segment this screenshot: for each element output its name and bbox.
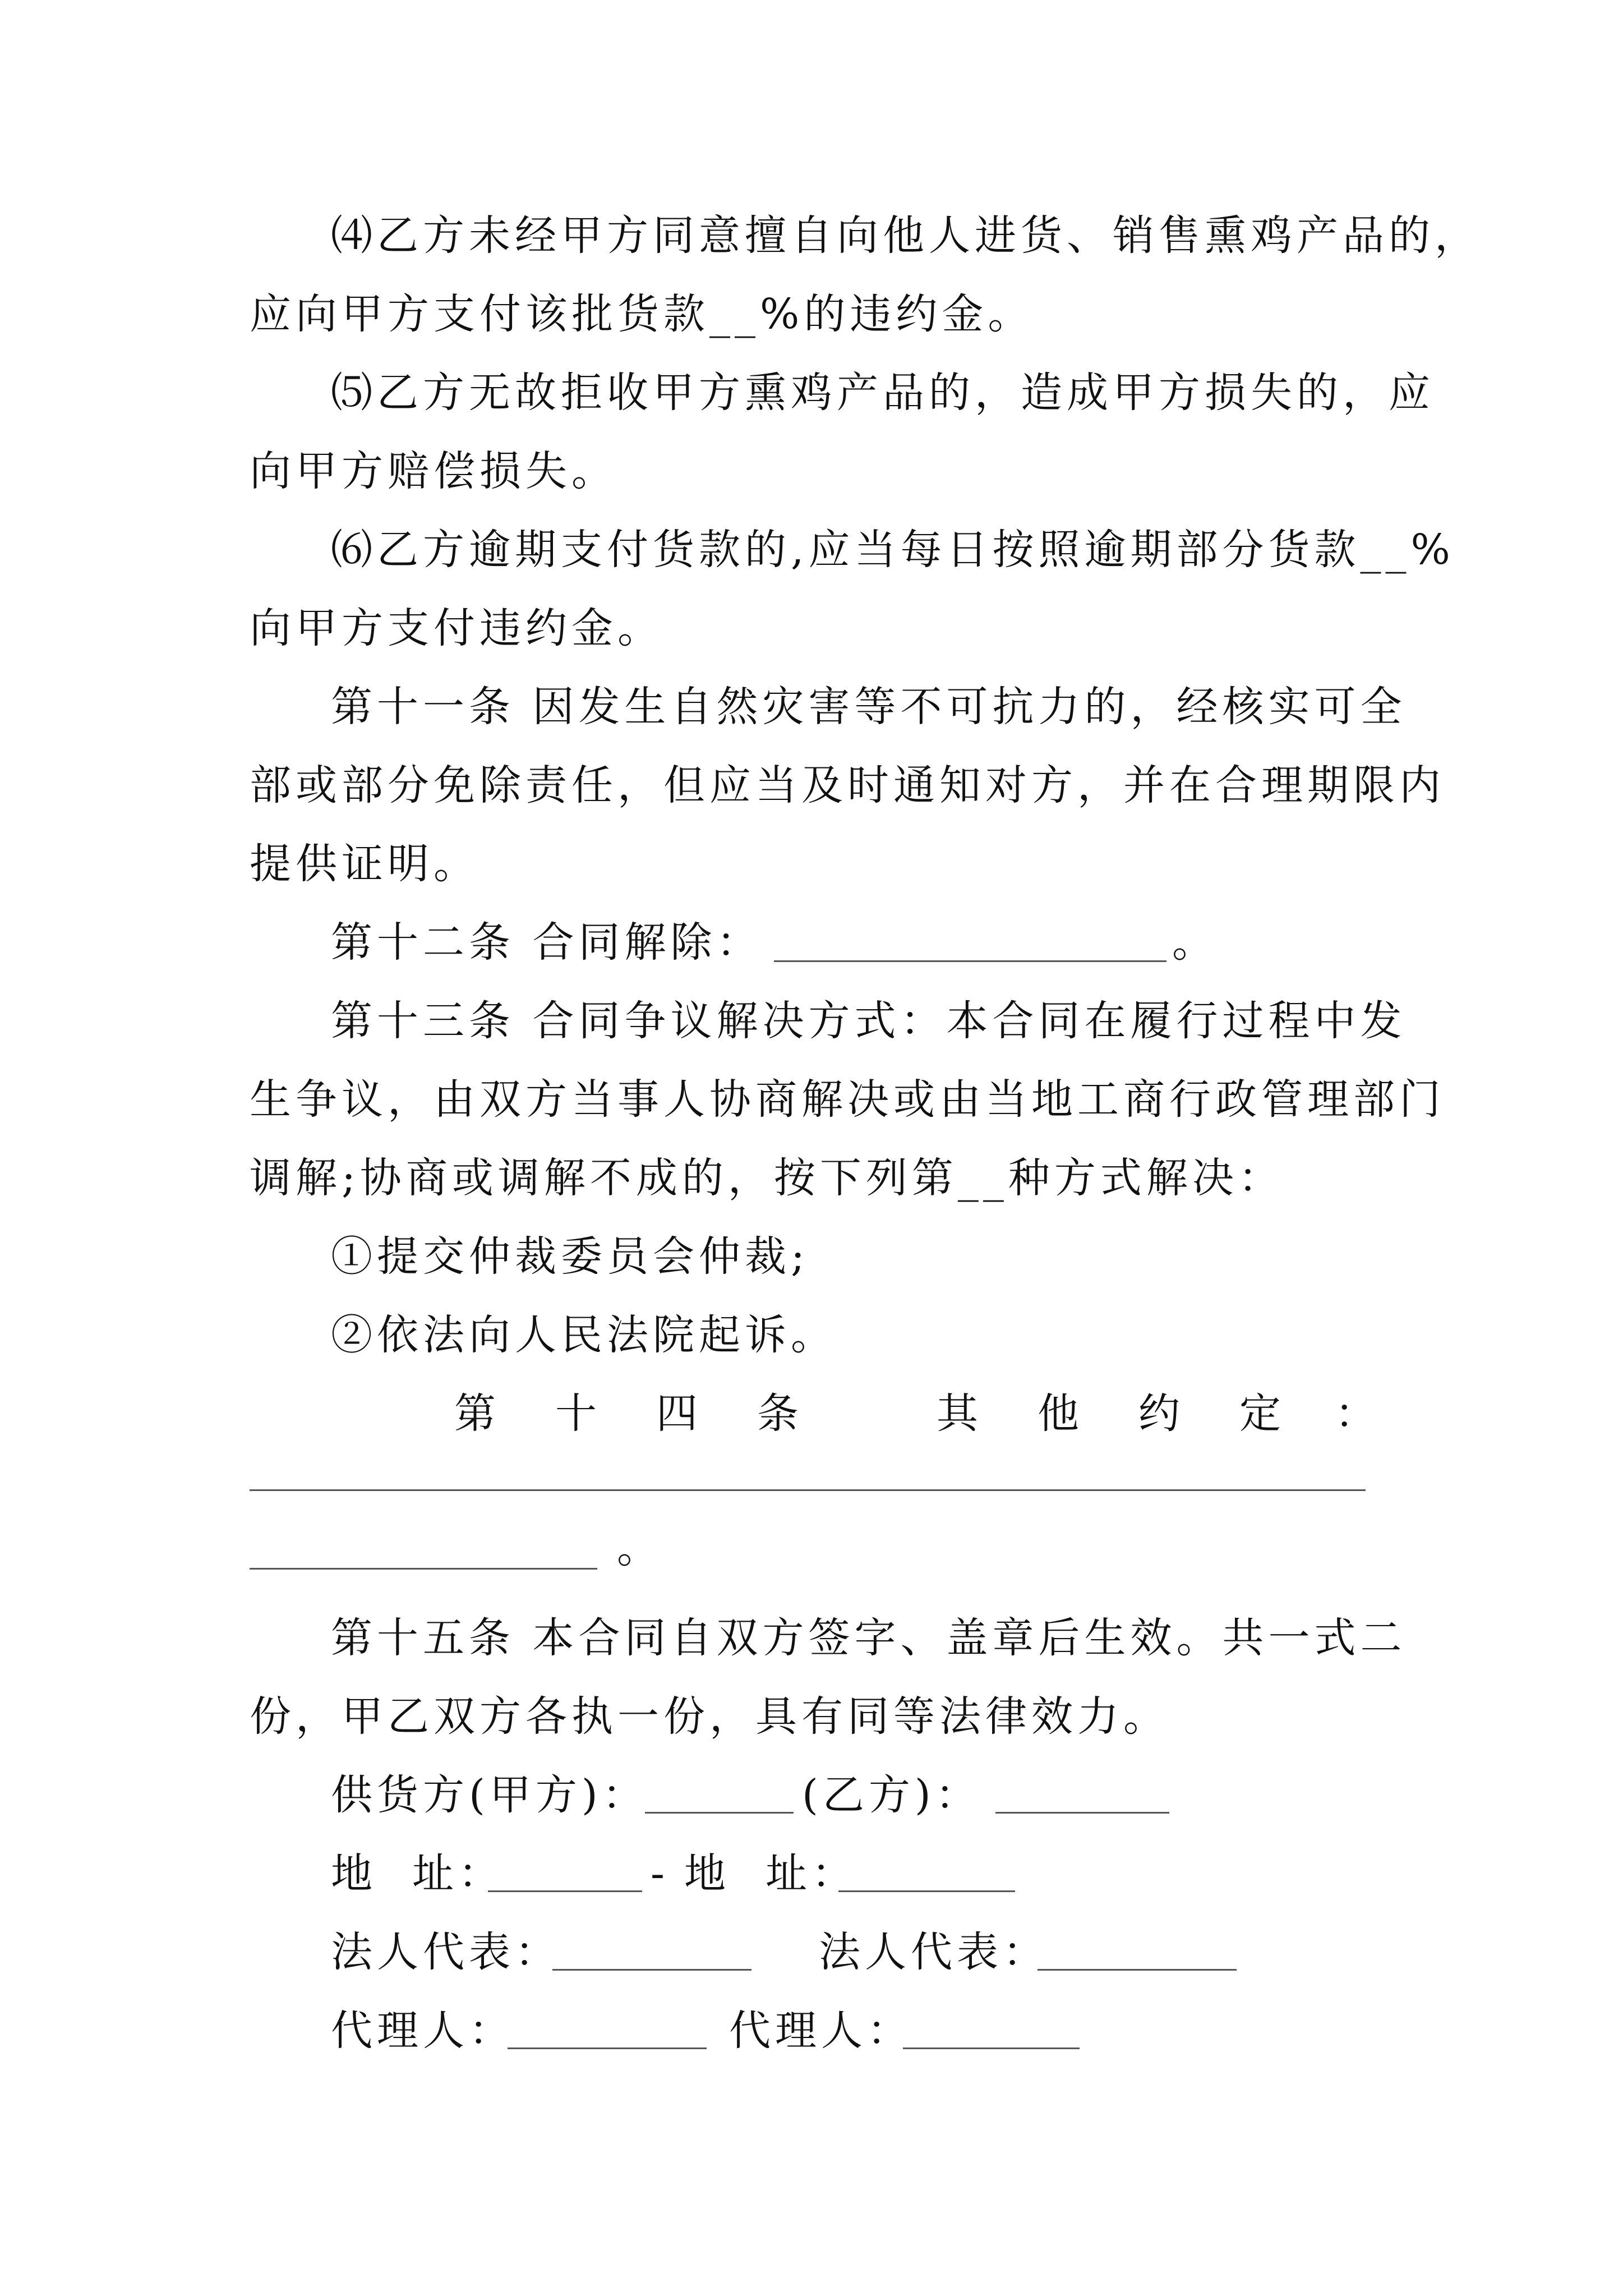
article-14-char: 他 — [1038, 1389, 1079, 1438]
article-14-period: 。 — [617, 1524, 663, 1572]
article-15-line-2: 份，甲乙双方各执一份，具有同等法律效力。 — [250, 1692, 1169, 1741]
clause-5-line-1: ⑸乙方无故拒收甲方熏鸡产品的，造成甲方损失的，应 — [331, 369, 1435, 417]
article-14-char: 四 — [656, 1389, 698, 1438]
article-14-char: 约 — [1138, 1389, 1180, 1438]
supplier-label: 供货方(甲方)： — [331, 1771, 648, 1819]
article-14-blank-line-2 — [250, 1568, 597, 1570]
article-11-line-1: 第十一条 因发生自然灾害等不可抗力的，经核实可全 — [331, 683, 1407, 731]
supplier-blank — [645, 1812, 794, 1814]
legal-rep-blank-a — [552, 1969, 751, 1971]
article-14-heading — [0, 1386, 1623, 1442]
address-blank-b — [838, 1890, 1015, 1892]
address-blank-a — [488, 1890, 642, 1892]
agent-blank-a — [508, 2047, 707, 2049]
clause-4-line-2: 应向甲方支付该批货款__%的违约金。 — [250, 290, 1034, 338]
article-13-line-1: 第十三条 合同争议解决方式：本合同在履行过程中发 — [331, 997, 1407, 1045]
agent-blank-b — [903, 2047, 1080, 2049]
article-14-char: 其 — [937, 1389, 978, 1438]
address-label-b: 地 址： — [684, 1849, 858, 1898]
article-11-line-2: 部或部分免除责任，但应当及时通知对方，并在合理期限内 — [250, 761, 1445, 809]
clause-5-line-2: 向甲方赔偿损失。 — [250, 447, 617, 495]
clause-4-line-1: ⑷乙方未经甲方同意擅自向他人进货、销售熏鸡产品的， — [331, 211, 1481, 260]
article-12-blank — [774, 960, 1166, 962]
buyer-blank — [995, 1812, 1169, 1814]
option-2: ②依法向人民法院起诉。 — [331, 1311, 837, 1359]
address-separator: - — [651, 1849, 670, 1898]
legal-rep-label-b: 法人代表： — [819, 1928, 1049, 1976]
article-14-blank-line-1 — [250, 1489, 1366, 1491]
clause-6-line-1: ⑹乙方逾期支付货款的,应当每日按照逾期部分货款__% — [331, 526, 1455, 574]
article-12-label: 第十二条 合同解除： — [331, 918, 763, 967]
agent-label-a: 代理人： — [331, 2007, 515, 2055]
article-14-char: 十 — [555, 1389, 597, 1438]
legal-rep-blank-b — [1038, 1969, 1237, 1971]
article-14-char: ： — [1335, 1389, 1376, 1438]
article-14-char: 第 — [454, 1389, 496, 1438]
article-12-period: 。 — [1172, 918, 1218, 967]
legal-rep-label-a: 法人代表： — [331, 1928, 561, 1976]
clause-6-line-2: 向甲方支付违约金。 — [250, 604, 663, 652]
article-15-line-1: 第十五条 本合同自双方签字、盖章后生效。共一式二 — [331, 1614, 1407, 1662]
article-14-char: 条 — [757, 1389, 799, 1438]
article-13-line-3: 调解;协商或调解不成的，按下列第__种方式解决： — [250, 1154, 1284, 1202]
article-13-line-2: 生争议，由双方当事人协商解决或由当地工商行政管理部门 — [250, 1075, 1445, 1124]
agent-label-b: 代理人： — [729, 2007, 913, 2055]
article-14-char: 定 — [1239, 1389, 1281, 1438]
option-1: ①提交仲裁委员会仲裁; — [331, 1232, 809, 1281]
article-11-line-3: 提供证明。 — [250, 840, 479, 888]
buyer-label: (乙方)： — [802, 1771, 981, 1819]
address-label-a: 地 址： — [331, 1849, 505, 1898]
